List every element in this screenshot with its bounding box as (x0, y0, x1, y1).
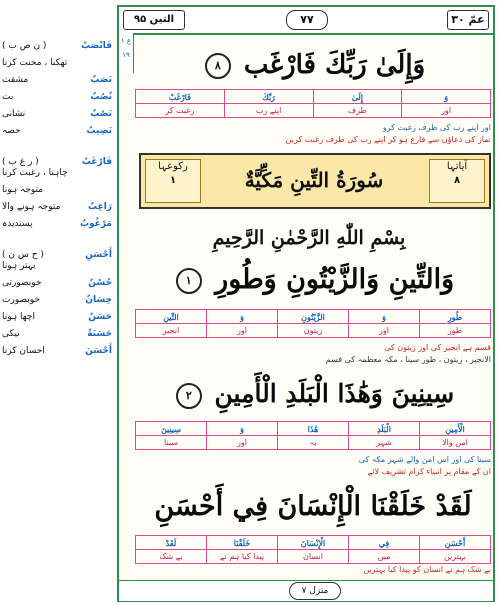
manzil-label: منزل ۷ (289, 582, 341, 600)
glossary-word: أَحْسَنِ (85, 250, 112, 260)
glossary-row (2, 216, 112, 232)
word-table-2 (135, 421, 491, 450)
ruku-top: ع ۱ (120, 37, 132, 45)
ayah-2 (135, 371, 491, 417)
ruku-strip (119, 33, 134, 73)
glossary-meaning: ( ح س ن ) (2, 250, 44, 260)
meaning-cell: امن والا (420, 436, 491, 450)
ayah-2-text: سِينِينَ وَهَٰذَا الْبَلَدِ الْأَمِينِ (214, 379, 455, 408)
word-cell: أَحْسَنِ (420, 536, 491, 550)
meaning-cell: شہر (349, 436, 420, 450)
glossary-meaning: بہتر ہونا (2, 261, 36, 271)
meaning-cell: اور (402, 104, 491, 118)
glossary-word: نَصَبٌ (90, 75, 112, 85)
glossary-word: نُصُبٌ (90, 92, 112, 102)
glossary-word: حُسْنٌ (88, 278, 112, 288)
translation-line: قسم ہے انجیر کی اور زیتون کی (384, 343, 491, 352)
meaning-cell: اور (207, 324, 278, 338)
meaning-cell: زیتون (278, 324, 349, 338)
word-cell: الْإِنْسَانَ (278, 536, 349, 550)
word-cell: فِي (349, 536, 420, 550)
surah-label: التین ۹۵ (123, 10, 185, 30)
meaning-cell: اور (349, 324, 420, 338)
meaning-cell: انجیر (136, 324, 207, 338)
meaning-cell: انسان (278, 550, 349, 564)
ayah-4-text: لَقَدْ خَلَقْنَا الْإِنْسَانَ فِي أَحْسَنِ (154, 491, 472, 522)
ayat-count-label: آیاتہا (446, 161, 468, 172)
glossary-meaning: نیکی (2, 329, 20, 339)
glossary-row (2, 199, 112, 215)
meaning-cell: میں (349, 550, 420, 564)
word-table-row-arabic (136, 310, 491, 324)
ayah-number-marker: ۱ (176, 268, 202, 294)
page-number: ۷۷ (286, 10, 328, 30)
word-table-row-urdu (136, 436, 491, 450)
word-cell: وَ (402, 90, 491, 104)
glossary-row (2, 182, 112, 198)
meaning-cell: رغبت کر (136, 104, 225, 118)
glossary-row (2, 72, 112, 88)
glossary-meaning: ( ن ص ب ) (2, 41, 47, 51)
word-cell: إِلَىٰ (313, 90, 402, 104)
ayah-number-marker: ۸ (205, 53, 231, 79)
ruku-count-value: ۱ (169, 175, 177, 186)
word-table-row-urdu (136, 324, 491, 338)
surah-title: سُورَةُ التِّينِ مَكِّيَّةٌ (244, 168, 384, 192)
word-table-row-arabic (136, 422, 491, 436)
word-cell: التِّينِ (136, 310, 207, 324)
glossary-row (2, 292, 112, 308)
glossary-meaning: ( ر غ ب ) (2, 157, 39, 167)
glossary-word: فَانْصَبْ (80, 41, 112, 51)
glossary-row (2, 275, 112, 291)
word-cell: فَارْغَبْ (136, 90, 225, 104)
ayah-number-marker: ۲ (176, 383, 202, 409)
glossary-word: نَصْبٌ (90, 109, 112, 119)
meaning-cell: طرف (313, 104, 402, 118)
translation-line: اور اپنے رب کی طرف رغبت کرو (382, 123, 491, 132)
meaning-cell: اور (207, 436, 278, 450)
word-cell: وَ (207, 422, 278, 436)
word-table-row-urdu (136, 104, 491, 118)
juz-label: عمّ ۳۰ (447, 10, 489, 30)
page-header (119, 7, 493, 35)
glossary-row (2, 326, 112, 342)
ayah-prev (135, 45, 491, 85)
word-cell: وَ (207, 310, 278, 324)
ayah-1 (135, 257, 491, 303)
word-cell: هَٰذَا (278, 422, 349, 436)
glossary-word: حِسَانٌ (85, 295, 112, 305)
ayat-count-box (429, 159, 485, 203)
glossary-meaning: حصہ (2, 126, 21, 136)
ayah-4 (135, 483, 491, 531)
glossary-row (2, 343, 112, 359)
glossary-row (2, 123, 112, 139)
glossary-row (2, 89, 112, 105)
glossary-meaning: خوبصورت (2, 295, 40, 305)
ayat-count-value: ۸ (453, 175, 461, 186)
tafsir-line: ان کے مقام پر انبیاء کرام تشریف لائے (367, 467, 491, 476)
glossary-meaning: بت (2, 92, 14, 102)
glossary-meaning: پسندیدہ (2, 219, 33, 229)
glossary-meaning: نشانی (2, 109, 26, 119)
word-cell: خَلَقْنَا (207, 536, 278, 550)
meaning-cell: بے شک (136, 550, 207, 564)
glossary-row (2, 38, 112, 54)
word-cell: رَبِّكَ (224, 90, 313, 104)
translation-line: بے شک ہم نے انسان کو پیدا کیا بہترین (363, 565, 491, 574)
glossary-word: مَرْغُوبٌ (79, 219, 112, 229)
tafsir-line: نماز کی دعاؤں سے فارغ ہو کر اپنے رب کی طرف رغبت کریں (285, 135, 491, 144)
glossary-meaning: چاہنا ، رغبت کرنا (2, 168, 68, 178)
ayah-prev-text: وَإِلَىٰ رَبِّكَ فَارْغَب (243, 50, 426, 80)
glossary-word: حَسَنٌ (88, 312, 112, 322)
word-table-1 (135, 309, 491, 338)
glossary-row (2, 309, 112, 325)
word-table-row-urdu (136, 550, 491, 564)
word-cell: الْبَلَدِ (349, 422, 420, 436)
word-cell: الْأَمِينِ (420, 422, 491, 436)
meaning-cell: پیدا کیا ہم نے (207, 550, 278, 564)
word-cell: لَقَدْ (136, 536, 207, 550)
word-table-4 (135, 535, 491, 564)
word-cell: طُورِ (420, 310, 491, 324)
tafsir-line: الانجیر ، زیتون ، طور سینا ، مکہ معظمہ کی قسم (325, 355, 491, 364)
glossary-row (2, 106, 112, 122)
glossary-word: فَارْغَبْ (81, 157, 112, 167)
glossary-meaning: متوجہ ہونا (2, 185, 44, 195)
glossary-word: أَحْسَنَ (85, 346, 112, 356)
quran-page (117, 5, 495, 602)
word-cell: وَ (349, 310, 420, 324)
meaning-cell: بہترین (420, 550, 491, 564)
meaning-cell: طور (420, 324, 491, 338)
ruku-count-label: رکوعہا (158, 161, 188, 172)
ruku-count-box (145, 159, 201, 203)
glossary-panel (2, 38, 112, 558)
word-cell: سِينِينَ (136, 422, 207, 436)
word-table-row-arabic (136, 90, 491, 104)
glossary-word: نَصِيبٌ (86, 126, 112, 136)
meaning-cell: یہ (278, 436, 349, 450)
glossary-row (2, 55, 112, 71)
ruku-bottom: ۱۹ (122, 51, 130, 59)
glossary-meaning: مشقت (2, 75, 29, 85)
word-cell: الزَّيْتُونِ (278, 310, 349, 324)
bismillah: بِسْمِ اللّٰهِ الرَّحْمٰنِ الرَّحِيمِ (212, 227, 406, 249)
glossary-meaning: خوبصورتی (2, 278, 42, 288)
page-footer (119, 580, 493, 601)
glossary-meaning: اچھا ہونا (2, 312, 35, 322)
glossary-row (2, 165, 112, 181)
glossary-word: رَاغِبٌ (88, 202, 112, 212)
meaning-cell: سینا (136, 436, 207, 450)
surah-title-banner (139, 153, 491, 209)
translation-line: سینا کی اور اس امن والے شہر مکہ کی (358, 455, 491, 464)
glossary-word: حَسَنَةٌ (87, 329, 112, 339)
glossary-meaning: احسان کرنا (2, 346, 45, 356)
glossary-row (2, 258, 112, 274)
ayah-1-text: وَالتِّينِ وَالزَّيْتُونِ وَطُورِ (215, 264, 455, 295)
glossary-meaning: متوجہ ہونے والا (2, 202, 61, 212)
meaning-cell: اپنے رب (224, 104, 313, 118)
word-table-prev (135, 89, 491, 118)
glossary-meaning: تھکنا ، محنت کرنا (2, 58, 68, 68)
word-table-row-arabic (136, 536, 491, 550)
